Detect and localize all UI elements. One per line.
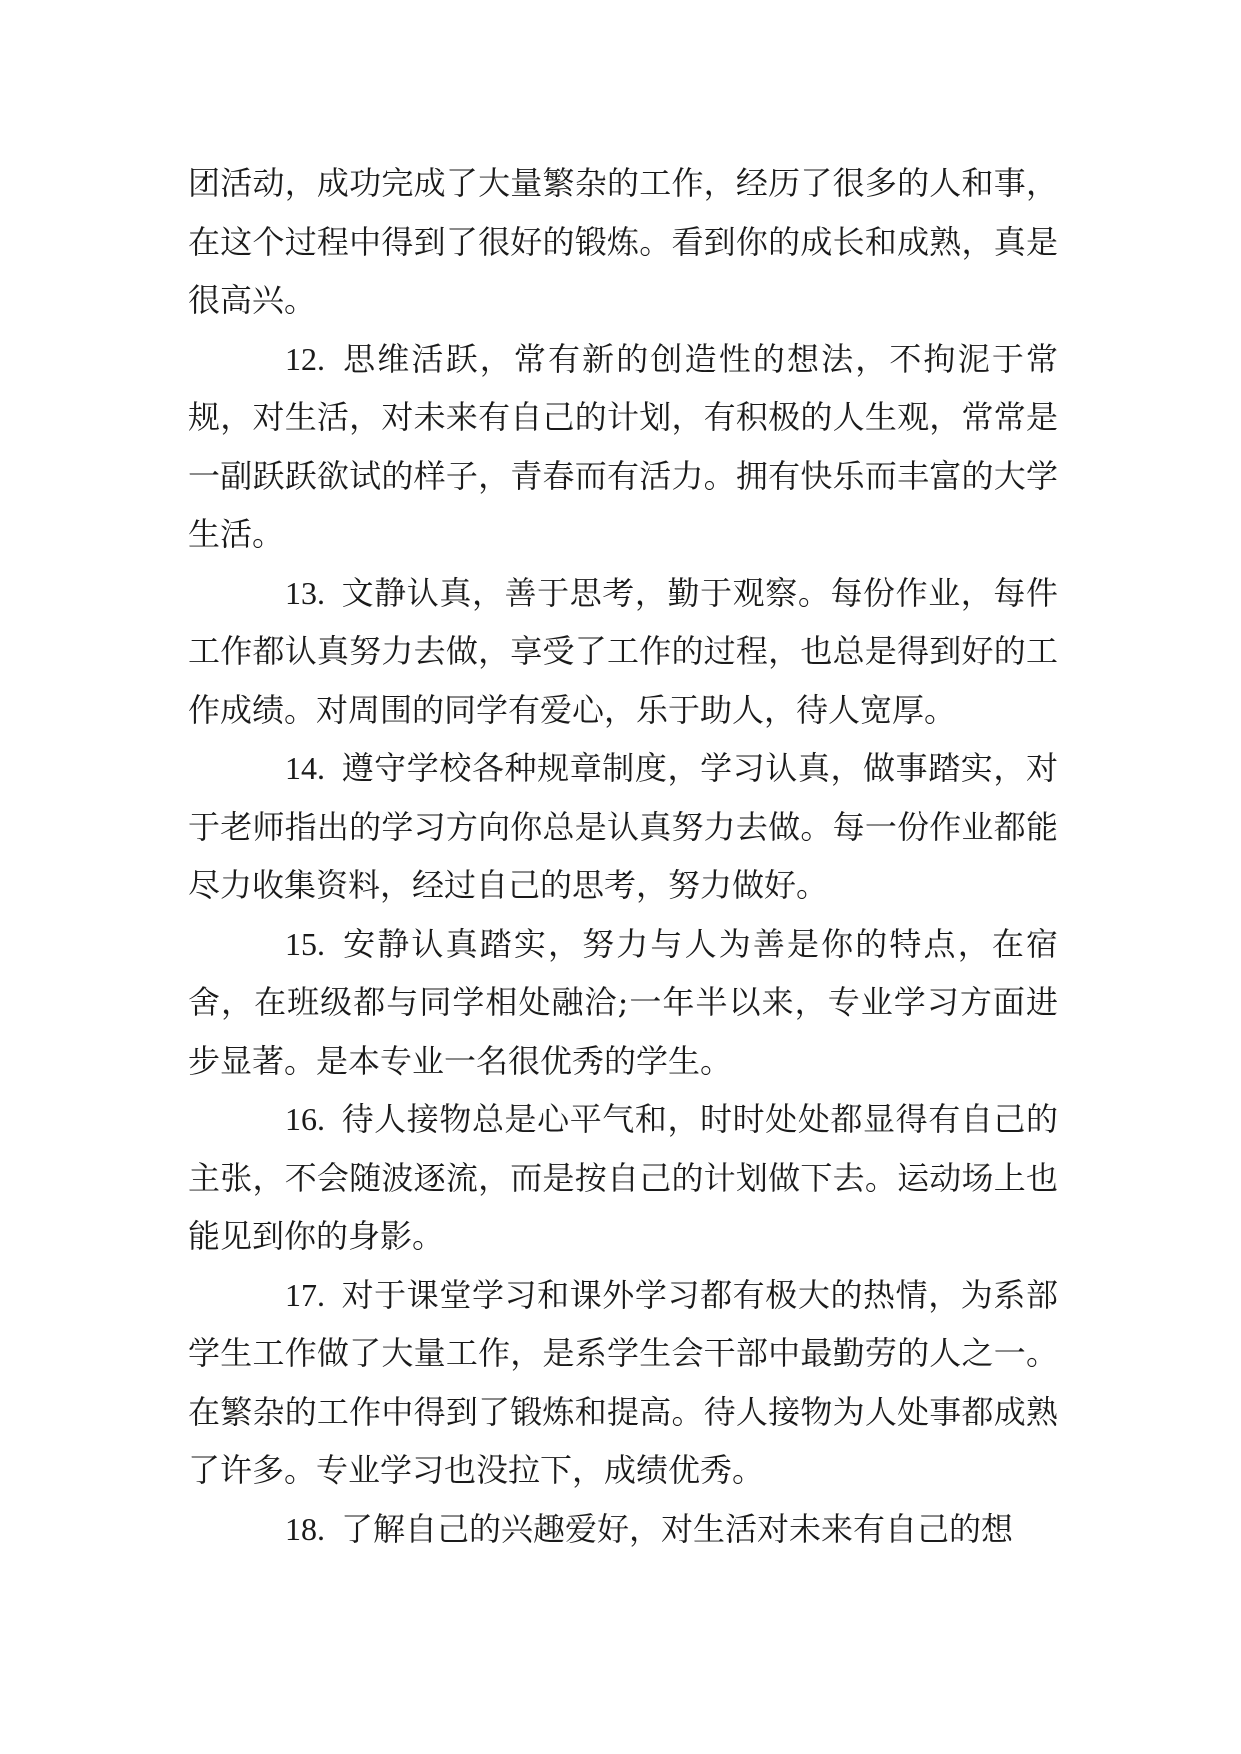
paragraph-text: 团活动，成功完成了大量繁杂的工作，经历了很多的人和事，在这个过程中得到了很好的锻炼。看到你的成长和成熟，真是很高兴。 [188,164,1058,319]
paragraph-number: 16. [285,1101,325,1137]
paragraph-text: 了解自己的兴趣爱好，对生活对未来有自己的想 [341,1509,1014,1548]
paragraph-14 [188,739,1058,915]
paragraph-text: 文静认真，善于思考，勤于观察。每份作业，每件工作都认真努力去做，享受了工作的过程，也总是得到好的工作成绩。对周围的同学有爱心，乐于助人，待人宽厚。 [188,573,1058,729]
paragraph-text: 待人接物总是心平气和，时时处处都显得有自己的主张，不会随波逐流，而是按自己的计划做下去。运动场上也能见到你的身影。 [188,1100,1058,1255]
paragraph-18 [188,1500,1058,1559]
paragraph-number: 15. [285,925,325,962]
paragraph-number: 18. [285,1510,325,1547]
paragraph-number: 14. [285,750,325,786]
document-body [188,154,1058,1558]
paragraph-15 [188,915,1058,1091]
paragraph-text: 安静认真踏实，努力与人为善是你的特点，在宿舍，在班级都与同学相处融洽;一年半以来，专业学习方面进步显著。是本专业一名很优秀的学生。 [188,924,1058,1080]
paragraph-number: 13. [285,574,325,611]
paragraph-number: 12. [285,340,325,377]
paragraph-number: 17. [285,1276,325,1313]
paragraph-17 [188,1266,1058,1500]
paragraph-text: 思维活跃，常有新的创造性的想法，不拘泥于常规，对生活，对未来有自己的计划，有积极的人生观，常常是一副跃跃欲试的样子，青春而有活力。拥有快乐而丰富的大学生活。 [188,339,1058,553]
paragraph-11-continuation [188,154,1058,330]
paragraph-text: 遵守学校各种规章制度，学习认真，做事踏实，对于老师指出的学习方向你总是认真努力去做。每一份作业都能尽力收集资料，经过自己的思考，努力做好。 [188,749,1058,904]
paragraph-16 [188,1090,1058,1266]
paragraph-text: 对于课堂学习和课外学习都有极大的热情，为系部学生工作做了大量工作，是系学生会干部中最勤劳的人之一。在繁杂的工作中得到了锻炼和提高。待人接物为人处事都成熟了许多。专业学习也没拉下，成绩优秀。 [188,1275,1058,1489]
paragraph-13 [188,564,1058,740]
paragraph-12 [188,330,1058,564]
